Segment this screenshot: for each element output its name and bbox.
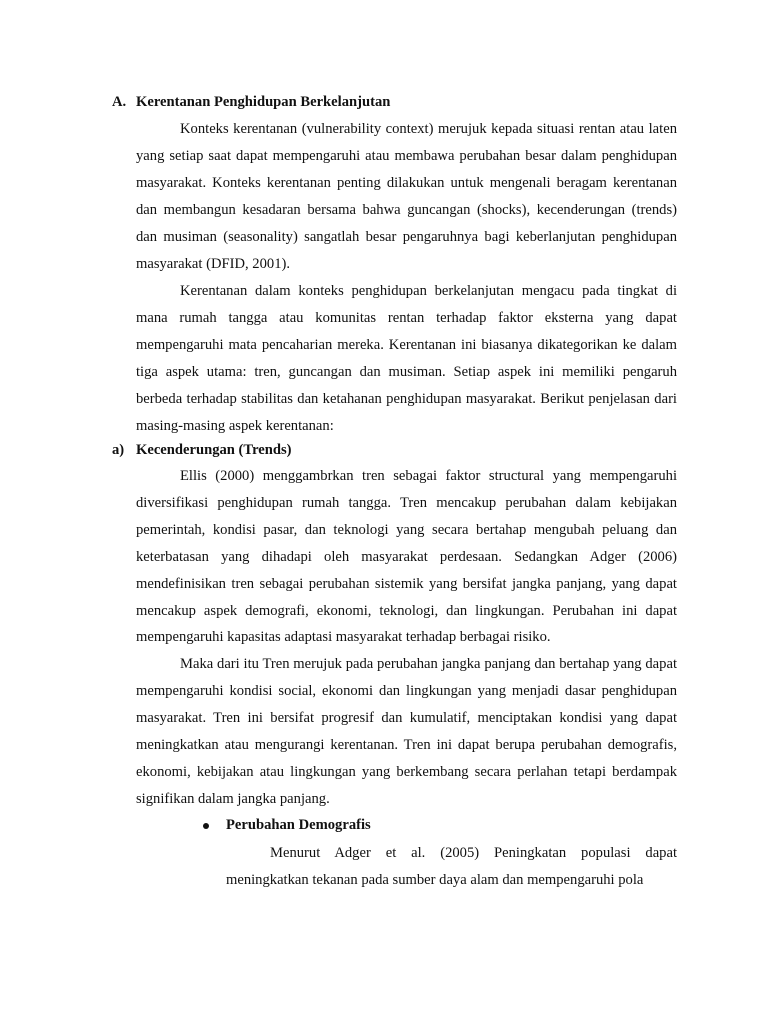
section-heading (112, 89, 632, 116)
paragraph: Konteks kerentanan (vulnerability context) merujuk kepada situasi rentan atau laten yang setiap saat dapat mempengaruhi atau membawa perubahan besar dalam penghidupan masyarakat. Konteks kerentanan penting dilakukan untuk mengenali beragam kerentanan dan membangun kesadaran bersama bahwa guncangan (shocks), kecenderungan (trends) dan musiman (seasonality) sangatlah besar pengaruhnya bagi keberlanjutan penghidupan masyarakat (DFID, 2001). (136, 121, 677, 272)
bullet-heading (226, 812, 526, 839)
bullet-icon (203, 823, 209, 829)
subsection-title: Kecenderungan (Trends) (136, 442, 292, 458)
bullet-title: Perubahan Demografis (226, 817, 371, 833)
paragraph: Maka dari itu Tren merujuk pada perubahan jangka panjang dan bertahap yang dapat mempengaruhi kondisi social, ekonomi dan lingkungan yang menjadi dasar penghidupan masyarakat. Tren ini bersifat progresif dan kumulatif, menciptakan kondisi yang dapat meningkatkan atau mengurangi kerentanan. Tren ini dapat berupa perubahan demografis, ekonomi, kebijakan atau lingkungan yang berkembang secara perlahan tetapi berdampak signifikan dalam jangka panjang. (136, 656, 677, 807)
section-marker: A. (112, 94, 127, 110)
section-title: Kerentanan Penghidupan Berkelanjutan (136, 94, 391, 110)
paragraph: Menurut Adger et al. (2005) Peningkatan populasi dapat meningkatkan tekanan pada sumber daya alam dan mempengaruhi pola (226, 845, 677, 888)
paragraph: Kerentanan dalam konteks penghidupan berkelanjutan mengacu pada tingkat di mana rumah tangga atau komunitas rentan terhadap faktor eksterna yang dapat mempengaruhi mata pencaharian mereka. Kerentanan ini biasanya dikategorikan ke dalam tiga aspek utama: tren, guncangan dan musiman. Setiap aspek ini memiliki pengaruh berbeda terhadap stabilitas dan ketahanan penghidupan masyarakat. Berikut penjelasan dari masing-masing aspek kerentanan: (136, 283, 677, 434)
subsection-marker: a) (112, 442, 125, 458)
subsection-heading (112, 437, 412, 464)
paragraph: Ellis (2000) menggambrkan tren sebagai faktor structural yang mempengaruhi diversifikasi penghidupan rumah tangga. Tren mencakup perubahan dalam kebijakan pemerintah, kondisi pasar, dan teknologi yang secara bertahap mengubah peluang dan keterbatasan yang dihadapi oleh masyarakat perdesaan. Sedangkan Adger (2006) mendefinisikan tren sebagai perubahan sistemik yang bersifat jangka panjang, yang dapat mencakup aspek demografi, ekonomi, teknologi, dan lingkungan. Perubahan ini dapat mempengaruhi kapasitas adaptasi masyarakat terhadap berbagai risiko. (136, 468, 677, 646)
